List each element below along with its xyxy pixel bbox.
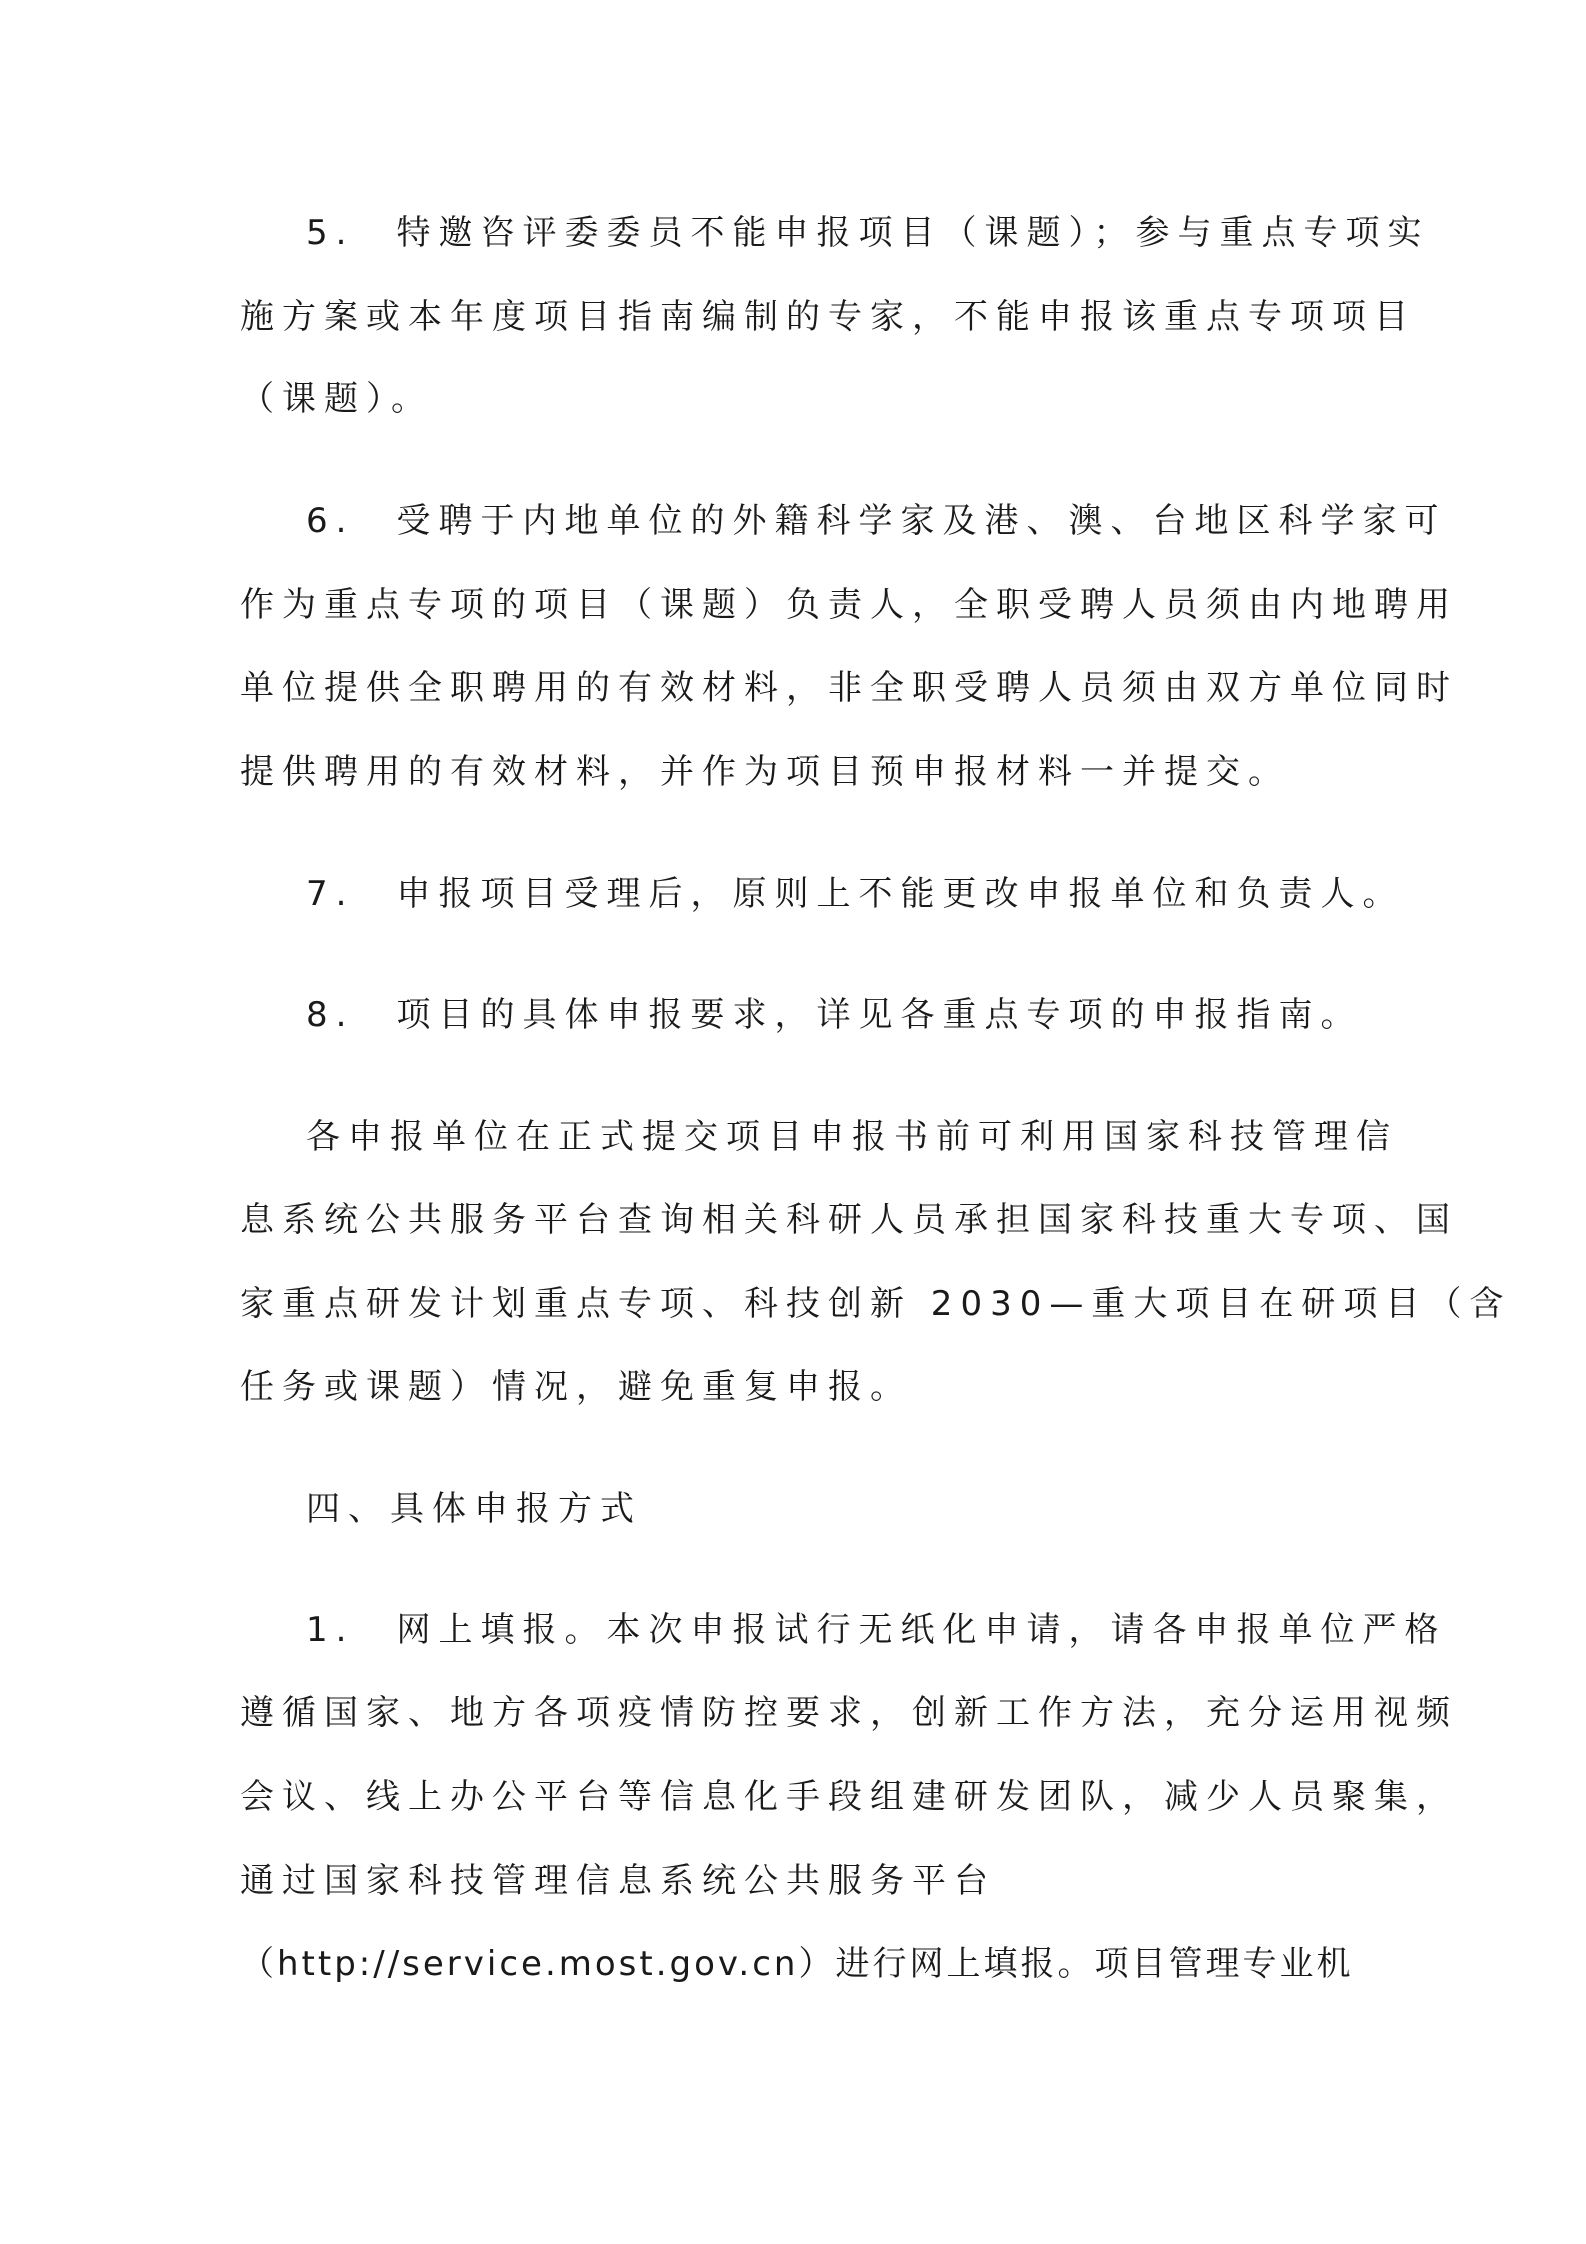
paragraph-7: 7. 申报项目受理后，原则上不能更改申报单位和负责人。 — [306, 874, 1405, 914]
paragraph-search-line-1: 各申报单位在正式提交项目申报书前可利用国家科技管理信 — [306, 1117, 1398, 1157]
paragraph-5-line-1: 5. 特邀咨评委委员不能申报项目（课题）；参与重点专项实 — [306, 213, 1430, 253]
paragraph-5-line-3: （课题）。 — [240, 379, 433, 419]
paragraph-8: 8. 项目的具体申报要求，详见各重点专项的申报指南。 — [306, 995, 1363, 1035]
paragraph-search-line-3: 家重点研发计划重点专项、科技创新 2030—重大项目在研项目（含 — [240, 1284, 1512, 1324]
paragraph-online-line-4: 通过国家科技管理信息系统公共服务平台 — [240, 1861, 996, 1901]
paragraph-6-line-4: 提供聘用的有效材料，并作为项目预申报材料一并提交。 — [240, 752, 1290, 792]
paragraph-5-line-2: 施方案或本年度项目指南编制的专家，不能申报该重点专项项目 — [240, 297, 1416, 337]
paragraph-online-line-2: 遵循国家、地方各项疫情防控要求，创新工作方法，充分运用视频 — [240, 1693, 1458, 1733]
paragraph-6-line-2: 作为重点专项的项目（课题）负责人，全职受聘人员须由内地聘用 — [240, 585, 1458, 625]
paragraph-online-line-1: 1. 网上填报。本次申报试行无纸化申请，请各申报单位严格 — [306, 1610, 1447, 1650]
paragraph-search-line-4: 任务或课题）情况，避免重复申报。 — [240, 1367, 912, 1407]
paragraph-6-line-1: 6. 受聘于内地单位的外籍科学家及港、澳、台地区科学家可 — [306, 501, 1447, 541]
paragraph-online-line-3: 会议、线上办公平台等信息化手段组建研发团队，减少人员聚集， — [240, 1777, 1458, 1817]
paragraph-6-line-3: 单位提供全职聘用的有效材料，非全职受聘人员须由双方单位同时 — [240, 668, 1458, 708]
section-heading-4: 四、具体申报方式 — [306, 1489, 642, 1529]
paragraph-search-line-2: 息系统公共服务平台查询相关科研人员承担国家科技重大专项、国 — [240, 1200, 1458, 1240]
paragraph-online-line-5: （http://service.most.gov.cn）进行网上填报。项目管理专业机 — [240, 1944, 1354, 1984]
